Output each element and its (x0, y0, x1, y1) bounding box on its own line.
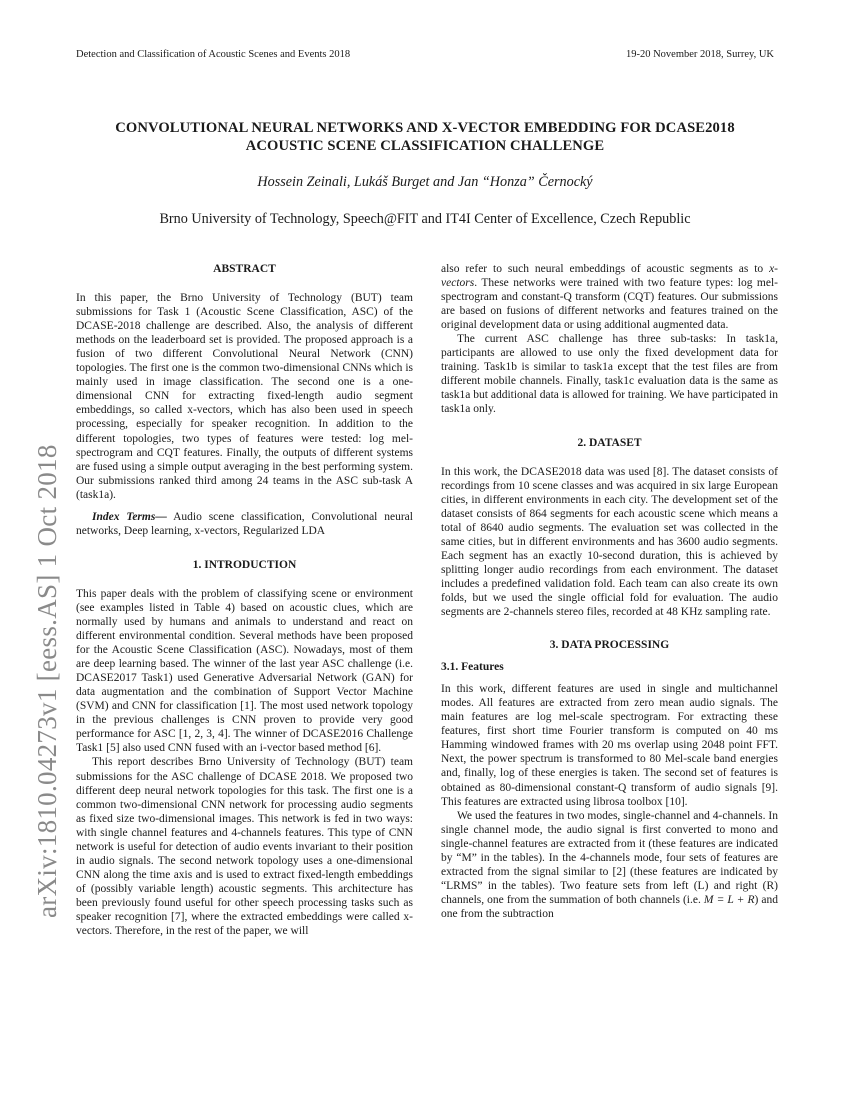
features-paragraph-2 (441, 809, 778, 921)
running-header-right: 19-20 November 2018, Surrey, UK (625, 49, 774, 60)
running-header-left: Detection and Classification of Acoustic Scenes and Events 2018 (76, 49, 351, 60)
features-p2-end: ) and one from the subtraction (441, 893, 778, 920)
dataset-paragraph: In this work, the DCASE2018 data was used [8]. The dataset consists of recordings from 10 scene classes and was acquired in six large European cities, in different environments in each city. The development set of the dataset consists of 864 segments for each acoustic scene which means a total of 8640 audio segments. The evaluation set was collected in the same cities, but in different environments and has 3600 audio segments. Each segment has an exactly 10-second duration, this is achieved by splitting longer audio recordings from each environment. The dataset includes a predefined validation fold. Each team can also create its own folds, but we used the single official fold for evaluation. The audio segments are 2-channels stereo files, recorded at 48 KHz sampling rate. (441, 465, 778, 619)
left-column (76, 262, 413, 938)
right-column (441, 262, 778, 921)
paper-title (40, 119, 810, 155)
intro-p3-end: . These networks were trained with two feature types: log mel-spectrogram and constant-Q transform (CQT) features. Our submissions are based on fusions of different networks and features trained on the original development data or using additional augmented data. (441, 277, 778, 332)
abstract-heading: ABSTRACT (213, 263, 276, 275)
features-paragraph-1: In this work, different features are used in single and multichannel modes. All features are extracted from zero mean audio signals. The main features are log mel-scale spectrogram. For extracting these features, first short time Fourier transform is computed on 40 ms Hamming windowed frames with 20 ms overlap using 2048 point FFT. Next, the power spectrum is transformed to 80 Mel-scale band energies and, finally, log of these energies is taken. The second set of features is obtained as 80-dimensional constant-Q transform of audio signals [9]. This features are extracted using librosa toolbox [10]. (441, 683, 778, 808)
index-terms-text: Audio scene classification, Convolutional neural networks, Deep learning, x-vectors, Regularized LDA (76, 510, 413, 537)
abstract-text: In this paper, the Brno University of Technology (BUT) team submissions for Task 1 (Acoustic Scene Classification, ASC) of the DCASE-2018 challenge are described. Also, the analysis of different methods on the leaderboard set is provided. The proposed approach is a fusion of two different Convolutional Neural Network (CNN) topologies. The first one is the common two-dimensional CNNs which is mainly used in image classification. The second one is a one-dimensional CNN for extracting fixed-length audio segment embeddings, so called x-vectors, which has also been used in speech processing, especially for speaker recognition. In addition to the different topologies, two types of features were tested: log mel-spectrogram and CQT features. Finally, the outputs of different systems are fused using a simple output averaging in the best performing system. Our submissions ranked third among 24 teams in the ASC sub-task A (task1a). (76, 292, 413, 501)
title-line-1: CONVOLUTIONAL NEURAL NETWORKS AND X-VECTOR EMBEDDING FOR DCASE2018 (115, 120, 735, 136)
title-line-2: ACOUSTIC SCENE CLASSIFICATION CHALLENGE (245, 138, 605, 154)
features-p2-start: We used the features in two modes, single-channel and 4-channels. In single channel mode, the audio signal is first converted to mono and single-channel features are extracted from it (these features are indicated by “M” in the tables). In the 4-channels mode, four sets of features are extracted from the signal similar to [2] (these features are indicated by “LRMS” in the tables). Two feature sets from left (L) and right (R) channels, one from the summation of both channels (i.e. (441, 809, 778, 906)
intro-paragraph-4: The current ASC challenge has three sub-tasks: In task1a, participants are allowed to use only the fixed development data for training. Task1b is similar to task1a except that the test files are from different mobile channels. Finally, task1c evaluation data is the same as task1a but additional data is allowed for training. We have participated in task1a only. (441, 333, 778, 416)
index-terms (76, 510, 413, 538)
introduction-heading: 1. INTRODUCTION (192, 558, 297, 571)
features-subheading: 3.1. Features (441, 661, 504, 674)
intro-paragraph-1: This paper deals with the problem of classifying scene or environment (see examples listed in Table 4) based on acoustic clues, which are normally used by humans and animals to understand and react on different environmental condition. Several methods have been proposed for the Acoustic Scene Classification (ASC). Nowadays, most of them are deep learning based. The winner of the last year ASC challenge (i.e. DCASE2017 Task1) used Generative Adversarial Network (GAN) for data augmentation and the combination of Support Vector Machine (SVM) and CNN for classification [1]. The most used network topology in the previous challenges is CNN proven to provide very good performance for ASC [1, 2, 3, 4]. The winner of DCASE2016 Challenge Task1 [5] also used CNN fused with an i-vector based method [6]. (76, 587, 413, 755)
data-processing-heading: 3. DATA PROCESSING (549, 639, 670, 652)
intro-paragraph-2: This report describes Brno University of Technology (BUT) team submissions for the ASC challenge of DCASE 2018. We proposed two different deep neural network topologies for this task. The first one is a common two-dimensional CNN network for processing audio segments as fixed size two-dimensional images. This network is fed in two ways: with single channel features and 4-channels features. This type of CNN network is useful for detection of audio events invariant to their position in audio signals. The second network topology uses a one-dimensional CNN along the time axis and is used to extract fixed-length embeddings of (possibly variable length) acoustic segments. This architecture has been previously found useful for other speech processing tasks such as speaker recognition [7], where the extracted embeddings were called x-vectors. Therefore, in the rest of the paper, we will (76, 756, 413, 938)
intro-p3-italic: x-vectors (441, 263, 778, 290)
intro-p3-start: also refer to such neural embeddings of acoustic segments as to (441, 263, 770, 275)
affiliation: Brno University of Technology, Speech@FIT and IT4I Center of Excellence, Czech Republic (159, 211, 691, 227)
intro-paragraph-3 (441, 262, 778, 332)
dataset-heading: 2. DATASET (577, 436, 642, 449)
features-p2-math: M = L + R (703, 893, 755, 906)
arxiv-watermark: arXiv:1810.04273v1 [eess.AS] 1 Oct 2018 (32, 444, 62, 918)
author-list: Hossein Zeinali, Lukáš Burget and Jan “Honza” Černocký (257, 174, 593, 190)
index-terms-label: Index Terms— (92, 510, 167, 523)
